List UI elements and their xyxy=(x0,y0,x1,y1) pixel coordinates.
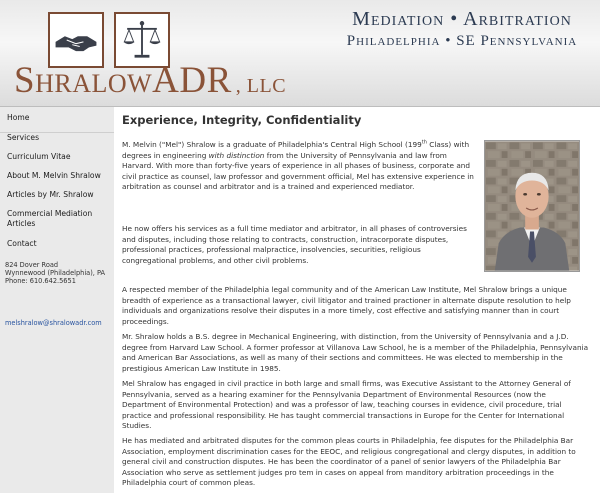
nav-contact[interactable]: Contact xyxy=(7,239,37,248)
brand-suffix: , LLC xyxy=(235,75,287,97)
sidebar-nav xyxy=(0,107,114,258)
nav-services[interactable]: Services xyxy=(7,133,40,142)
contact-info xyxy=(5,261,105,286)
main-content xyxy=(120,107,592,493)
nav-commercial-mediation-articles[interactable]: Commercial Mediation Articles xyxy=(7,209,93,228)
page-title: Experience, Integrity, Confidentiality xyxy=(122,113,362,127)
nav-curriculum-vitae[interactable]: Curriculum Vitae xyxy=(7,152,71,161)
phone-number: Phone: 610.642.5651 xyxy=(5,277,76,286)
sidebar xyxy=(0,107,114,493)
services-paragraph: He now offers his services as a full time mediator and arbitrator, in all phases of controversies and disputes, including those relating to contracts, construction, intracorporate disputes, professional practices, professional malpractice, insolvencies, securities, religious congregational problems, and other civil problems. xyxy=(122,224,467,265)
nav-articles-by-shralow[interactable]: Articles by Mr. Shralow xyxy=(7,190,94,199)
career-paragraph: Mel Shralow has engaged in civil practice in both large and small firms, was Executive Assistant to the Attorney General of Pennsylvania, served as a hearing examiner for the Pennsylvania Department of Environmental Resources (now the Department of Environmental Protection) and was a professor of law, teaching courses in evidence, civil procedure, trial practice and professional responsibility. He has taught commercial transactions in Europe for the Center for International Studies. xyxy=(122,379,571,431)
email-link[interactable]: melshralow@shralowadr.com xyxy=(5,319,102,327)
education-paragraph: Mr. Shralow holds a B.S. degree in Mechanical Engineering, with distinction, from the University of Pennsylvania and a J.D. degree from Harvard Law School. A former professor at Villanova Law School, he is a member of the Philadelphia, Pennsylvania and American Bar Associations, as well as many of their sections and committees. He was elected to membership in the prestigious American Law Institute in 1985. xyxy=(122,332,589,373)
site-logo-text[interactable] xyxy=(14,62,286,99)
portrait-photo xyxy=(484,140,580,272)
brand-main: ShralowADR xyxy=(14,60,232,101)
intro-emphasis: with distinction xyxy=(208,150,265,160)
tagline-services: Mediation • Arbitration xyxy=(352,8,572,30)
intro-text-c: from the University of Pennsylvania and law from Harvard. With more than forty-five years of experience in all phases of business, corporate and civil practice as counsel, law professor and government official, Mel has extensive experience in arbitration as counsel and arbitrator and is a trained and experienced mediator. xyxy=(122,150,474,192)
address-line-2: Wynnewood (Philadelphia), PA xyxy=(5,269,106,278)
intro-superscript: th xyxy=(421,139,427,146)
mediation-experience-paragraph: He has mediated and arbitrated disputes for the common pleas courts in Philadelphia, fee disputes for the Philadelphia Bar Association, employment discrimination cases for the EEOC, and religious congregational and clergy disputes, in addition to general civil and construction disputes. He has been the coordinator of a panel of senior lawyers of the Philadelphia Bar Association who serve as settlement judges pro tem in cases on appeal from manditory arbitration proceedings in the Philadelphia court of common pleas. xyxy=(122,436,576,488)
nav-about[interactable]: About M. Melvin Shralow xyxy=(7,171,101,180)
intro-paragraph xyxy=(122,140,477,193)
intro-text-b: Class) with degrees in engineering xyxy=(122,140,470,160)
address-line-1: 824 Dover Road xyxy=(5,261,59,269)
site-header xyxy=(0,0,600,107)
nav-home[interactable]: Home xyxy=(0,113,114,133)
tagline-region: Philadelphia • SE Pennsylvania xyxy=(346,33,578,49)
reputation-paragraph: A respected member of the Philadelphia legal community and of the American Law Institute, Mel Shralow brings a unique breadth of experience as a transactional lawyer, civil litigator and trained practioner in alternate dispute resolution to help individuals and organizations resolve their disputes in a more timely, cost effective and satisfying manner than in court proceedings. xyxy=(122,285,571,326)
intro-text-a: M. Melvin ("Mel") Shralow is a graduate of Philadelphia's Central High School (199 xyxy=(122,140,422,149)
